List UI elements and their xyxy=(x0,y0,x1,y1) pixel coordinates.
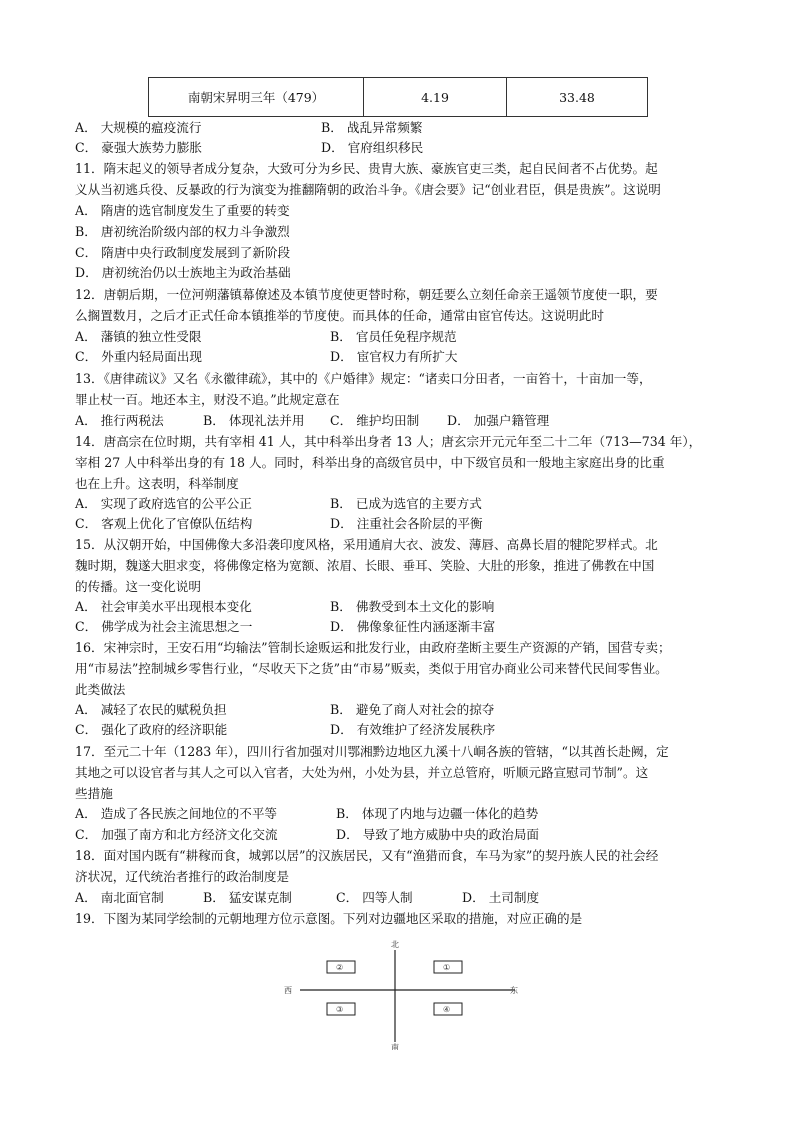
q12-option-d: D． 宦官权力有所扩大 xyxy=(330,349,458,364)
q10-option-d: D． 官府组织移民 xyxy=(321,140,424,155)
data-table xyxy=(148,77,648,117)
q14-option-c: C． 客观上优化了官僚队伍结构 xyxy=(75,516,253,531)
q12-stem-line-1: 12．唐朝后期，一位河朔藩镇幕僚述及本镇节度使更替时称，朝廷要么立刻任命亲王遥领节度使一职，要 xyxy=(75,287,658,302)
q11-option-a: A． 隋唐的选官制度发生了重要的转变 xyxy=(75,203,290,218)
table-cell-value-2: 33.48 xyxy=(507,78,648,117)
q14-option-a: A． 实现了政府选官的公平公正 xyxy=(75,496,252,511)
q14-stem-line-1: 14．唐高宗在位时期，共有宰相 41 人，其中科举出身者 13 人；唐玄宗开元元年至二十二年（713—734 年）， xyxy=(75,434,702,449)
q15-stem-line-2: 魏时期，魏遂大胆求变，将佛像定格为宽额、浓眉、长眼、垂耳、笑脸、大肚的形象，推进了佛教在中国 xyxy=(75,558,655,573)
q10-option-a: A． 大规模的瘟疫流行 xyxy=(75,120,202,135)
q16-option-b: B． 避免了商人对社会的掠夺 xyxy=(330,702,495,717)
q12-option-a: A． 藩镇的独立性受限 xyxy=(75,329,202,344)
q17-option-c: C． 加强了南方和北方经济文化交流 xyxy=(75,827,278,842)
q12-option-c: C． 外重内轻局面出现 xyxy=(75,349,202,364)
q17-option-b: B． 体现了内地与边疆一体化的趋势 xyxy=(336,806,539,821)
q11-option-b: B． 唐初统治阶级内部的权力斗争激烈 xyxy=(75,224,290,239)
north-label: 北 xyxy=(391,940,399,949)
q14-option-b: B． 已成为选官的主要方式 xyxy=(330,496,482,511)
q17-stem-line-1: 17．至元二十年（1283 年），四川行省加强对川鄂湘黔边地区九溪十八峒各族的管辖，“以其酋长赴阙，定 xyxy=(75,744,669,759)
table-cell-dynasty: 南朝宋昇明三年（479） xyxy=(149,78,364,117)
direction-diagram xyxy=(270,938,530,1050)
q13-stem-line-1: 13．《唐律疏议》又名《永徽律疏》，其中的《户婚律》规定：“诸卖口分田者，一亩笞十，十亩加一等， xyxy=(75,371,652,386)
region-box-3-label: ③ xyxy=(336,1005,344,1014)
q10-option-c: C． 豪强大族势力膨胀 xyxy=(75,140,202,155)
table-cell-value-1: 4.19 xyxy=(364,78,507,117)
q12-stem-line-2: 么搁置数月，之后才正式任命本镇推举的节度使。而具体的任命，通常由宦官传达。这说明此时 xyxy=(75,308,604,323)
q11-stem-line-1: 11．隋末起义的领导者成分复杂，大致可分为乡民、贵胄大族、豪族官吏三类，起自民间者不占优势。起 xyxy=(75,161,658,176)
q18-stem-line-1: 18．面对国内既有“耕稼而食，城郭以居”的汉族居民，又有“渔猎而食，车马为家”的契丹族人民的社会经 xyxy=(75,848,659,863)
q19-stem-line-1: 19．下图为某同学绘制的元朝地理方位示意图。下列对边疆地区采取的措施，对应正确的是 xyxy=(75,911,583,926)
q11-option-d: D． 唐初统治仍以士族地主为政治基础 xyxy=(75,265,291,280)
region-box-1-label: ① xyxy=(443,963,451,972)
q13-option-d: D． 加强户籍管理 xyxy=(447,413,550,428)
q15-option-a: A． 社会审美水平出现根本变化 xyxy=(75,599,252,614)
q18-option-d: D． 土司制度 xyxy=(462,890,540,905)
q13-option-a: A． 推行两税法 xyxy=(75,413,164,428)
q16-stem-line-3: 此类做法 xyxy=(75,682,126,697)
q15-option-c: C． 佛学成为社会主流思想之一 xyxy=(75,619,253,634)
q13-stem-line-2: 罪止杖一百。地还本主，财没不追。”此规定意在 xyxy=(75,392,340,407)
q18-option-a: A． 南北面官制 xyxy=(75,890,164,905)
q16-option-a: A． 减轻了农民的赋税负担 xyxy=(75,702,227,717)
east-label: 东 xyxy=(510,986,518,995)
region-box-2-label: ② xyxy=(336,963,344,972)
q18-stem-line-2: 济状况，辽代统治者推行的政治制度是 xyxy=(75,869,290,884)
q12-option-b: B． 官员任免程序规范 xyxy=(330,329,457,344)
q17-stem-line-2: 其地之可以设官者与其人之可以入官者，大处为州，小处为县，并立总管府，听顺元路宣慰司节制”。这 xyxy=(75,765,649,780)
table-row xyxy=(149,78,648,117)
q16-stem-line-2: 用“市易法”控制城乡零售行业，“尽收天下之货”由“市易”贩卖，类似于用官办商业公司来替代民间零售业。 xyxy=(75,661,668,676)
q16-option-c: C． 强化了政府的经济职能 xyxy=(75,722,228,737)
q16-option-d: D． 有效维护了经济发展秩序 xyxy=(330,722,496,737)
q14-stem-line-3: 也在上升。这表明，科举制度 xyxy=(75,476,239,491)
q16-stem-line-1: 16．宋神宗时，王安石用“均输法”管制长途贩运和批发行业，由政府垄断主要生产资源的产销，国营专卖； xyxy=(75,640,671,655)
q15-stem-line-1: 15．从汉朝开始，中国佛像大多沿袭印度风格，采用通肩大衣、波发、薄唇、高鼻长眉的犍陀罗样式。北 xyxy=(75,537,658,552)
q15-option-d: D． 佛像象征性内涵逐渐丰富 xyxy=(330,619,496,634)
region-box-4-label: ④ xyxy=(443,1005,451,1014)
q13-option-c: C． 维护均田制 xyxy=(330,413,420,428)
west-label: 西 xyxy=(284,986,292,995)
q17-stem-line-3: 些措施 xyxy=(75,786,113,801)
q13-option-b: B． 体现礼法并用 xyxy=(203,413,305,428)
q17-option-a: A． 造成了各民族之间地位的不平等 xyxy=(75,806,278,821)
q15-stem-line-3: 的传播。这一变化说明 xyxy=(75,579,201,594)
q11-stem-line-2: 义从当初逃兵役、反暴政的行为演变为推翻隋朝的政治斗争。《唐会要》记“创业君臣，俱是贵族”。这说明 xyxy=(75,182,661,197)
q11-option-c: C． 隋唐中央行政制度发展到了新阶段 xyxy=(75,245,291,260)
q18-option-b: B． 猛安谋克制 xyxy=(203,890,292,905)
q15-option-b: B． 佛教受到本土文化的影响 xyxy=(330,599,495,614)
q14-option-d: D． 注重社会各阶层的平衡 xyxy=(330,516,483,531)
south-label: 南 xyxy=(391,1043,399,1050)
q10-option-b: B． 战乱异常频繁 xyxy=(321,120,423,135)
q17-option-d: D． 导致了地方威胁中央的政治局面 xyxy=(336,827,540,842)
q14-stem-line-2: 宰相 27 人中科举出身的有 18 人。同时，科举出身的高级官员中，中下级官员和一般地主家庭出身的比重 xyxy=(75,455,665,470)
q18-option-c: C． 四等人制 xyxy=(336,890,413,905)
